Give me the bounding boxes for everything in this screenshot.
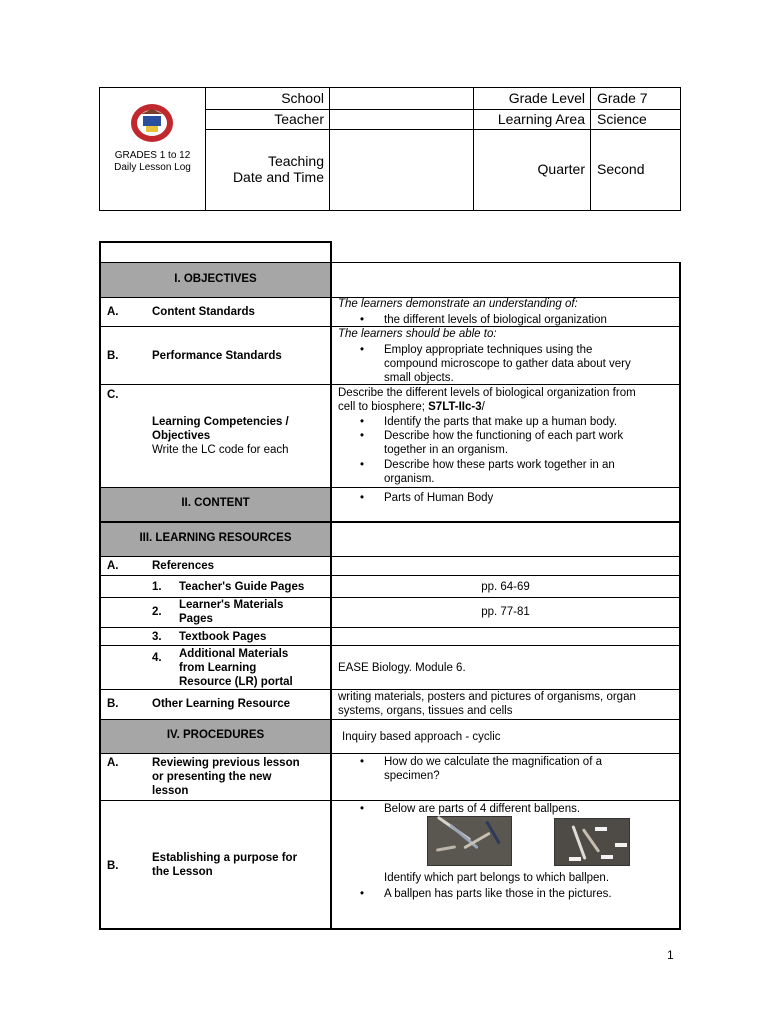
bullet-line: small objects. bbox=[384, 372, 454, 384]
label-line: Additional Materials bbox=[179, 648, 289, 660]
content-bullet: • Parts of Human Body bbox=[384, 491, 493, 505]
reviewing-bullet bbox=[384, 755, 602, 783]
form-title: Daily Lesson Log bbox=[114, 162, 191, 173]
label-line: Establishing a purpose for bbox=[152, 852, 298, 864]
school-seal-logo bbox=[129, 102, 175, 144]
learning-competencies-label bbox=[152, 415, 289, 457]
content-standards-intro: The learners demonstrate an understanding of: bbox=[338, 298, 578, 310]
school-label: School bbox=[281, 90, 324, 106]
ref-number: 2. bbox=[152, 606, 162, 618]
label-line: lesson bbox=[152, 785, 189, 797]
label-line: Reviewing previous lesson bbox=[152, 757, 300, 769]
bullet-line: organism. bbox=[384, 473, 435, 485]
text-line: writing materials, posters and pictures of organisms, organ bbox=[338, 691, 636, 703]
textbook-pages-label: Textbook Pages bbox=[179, 631, 267, 643]
table-border bbox=[99, 241, 332, 243]
text-line: Describe the different levels of biological organization from bbox=[338, 387, 636, 399]
table-border bbox=[99, 800, 681, 801]
reviewing-lesson-label bbox=[152, 756, 300, 798]
procedures-approach: Inquiry based approach - cyclic bbox=[342, 731, 501, 743]
competency-bullet: • Identify the parts that make up a human body. bbox=[384, 415, 617, 429]
table-border bbox=[99, 262, 681, 263]
references-label: References bbox=[152, 560, 215, 572]
establishing-purpose-label bbox=[152, 851, 297, 879]
ref-number: 1. bbox=[152, 581, 162, 593]
bullet-line: • How do we calculate the magnification of a bbox=[384, 756, 602, 768]
divider bbox=[329, 88, 330, 210]
form-title: GRADES 1 to 12 bbox=[114, 150, 191, 161]
learning-area-value: Science bbox=[597, 111, 647, 127]
content-standards-label: Content Standards bbox=[152, 306, 255, 318]
teaching-date-label: Teaching bbox=[267, 153, 324, 169]
lesson-log-header bbox=[99, 87, 681, 211]
competencies-text bbox=[338, 386, 636, 414]
page-number: 1 bbox=[667, 948, 674, 962]
table-border bbox=[99, 521, 681, 523]
text-span: cell to biosphere; bbox=[338, 401, 429, 413]
table-border bbox=[679, 262, 681, 930]
table-border bbox=[99, 556, 681, 557]
row-letter: B. bbox=[107, 350, 119, 362]
performance-standards-intro: The learners should be able to: bbox=[338, 328, 497, 340]
objectives-heading: I. OBJECTIVES bbox=[174, 273, 257, 285]
performance-standards-label: Performance Standards bbox=[152, 350, 282, 362]
grade-level-label: Grade Level bbox=[508, 90, 585, 106]
purpose-bullet: • Below are parts of 4 different ballpens. bbox=[384, 802, 580, 816]
bullet-line: • Describe how the functioning of each part work bbox=[384, 430, 624, 442]
text-span: / bbox=[481, 401, 485, 413]
label-line: Objectives bbox=[152, 430, 211, 442]
learners-materials-pages: pp. 77-81 bbox=[481, 606, 530, 618]
ref-number: 3. bbox=[152, 631, 162, 643]
teacher-label: Teacher bbox=[274, 111, 324, 127]
table-border bbox=[99, 575, 681, 576]
bullet-line: together in an organism. bbox=[384, 444, 509, 456]
lc-code: S7LT-IIc-3 bbox=[428, 401, 482, 413]
other-resource-value bbox=[338, 690, 636, 718]
bullet-line: specimen? bbox=[384, 770, 440, 782]
table-border bbox=[99, 487, 681, 488]
content-heading: II. CONTENT bbox=[181, 497, 250, 509]
label-line: Resource (LR) portal bbox=[179, 676, 293, 688]
learning-area-label: Learning Area bbox=[497, 111, 585, 127]
teaching-date-label: Date and Time bbox=[232, 169, 324, 185]
teachers-guide-pages: pp. 64-69 bbox=[481, 581, 530, 593]
teachers-guide-label: Teacher's Guide Pages bbox=[179, 581, 305, 593]
text-line bbox=[338, 400, 636, 414]
other-resource-label: Other Learning Resource bbox=[152, 698, 291, 710]
row-letter: A. bbox=[107, 306, 119, 318]
quarter-value: Second bbox=[597, 161, 645, 177]
row-letter: B. bbox=[107, 698, 119, 710]
table-border bbox=[99, 928, 681, 930]
bullet-line: compound microscope to gather data about very bbox=[384, 358, 631, 370]
ballpen-parts-photo bbox=[427, 816, 512, 866]
row-letter: B. bbox=[107, 860, 119, 872]
row-letter: C. bbox=[107, 389, 119, 401]
label-line: Learner's Materials bbox=[179, 599, 284, 611]
additional-materials-value: EASE Biology. Module 6. bbox=[338, 662, 466, 674]
divider bbox=[590, 88, 591, 210]
competency-bullet bbox=[384, 458, 615, 486]
label-line: the Lesson bbox=[152, 866, 213, 878]
label-line: Pages bbox=[179, 613, 213, 625]
divider bbox=[205, 109, 680, 110]
bullet-line: • Employ appropriate techniques using the bbox=[384, 344, 593, 356]
divider bbox=[473, 88, 474, 210]
table-border bbox=[99, 719, 681, 720]
competency-bullet bbox=[384, 429, 623, 457]
table-border bbox=[99, 241, 101, 930]
additional-materials-label bbox=[179, 647, 293, 689]
ref-number: 4. bbox=[152, 652, 162, 664]
procedures-heading: IV. PROCEDURES bbox=[166, 729, 265, 741]
grade-level-value: Grade 7 bbox=[597, 90, 648, 106]
table-border bbox=[99, 753, 681, 754]
label-line: Write the LC code for each bbox=[152, 444, 289, 456]
text-line: systems, organs, tissues and cells bbox=[338, 705, 513, 717]
performance-standards-bullet bbox=[384, 343, 631, 385]
label-line: or presenting the new bbox=[152, 771, 272, 783]
resources-heading: III. LEARNING RESOURCES bbox=[139, 532, 292, 544]
content-standards-bullet: • the different levels of biological organization bbox=[384, 313, 607, 327]
table-border bbox=[99, 645, 681, 646]
purpose-bullet: • A ballpen has parts like those in the pictures. bbox=[384, 887, 612, 901]
learners-materials-label bbox=[179, 598, 283, 626]
bullet-line: • Describe how these parts work together in an bbox=[384, 459, 615, 471]
row-letter: A. bbox=[107, 560, 119, 572]
label-line: from Learning bbox=[179, 662, 257, 674]
quarter-label: Quarter bbox=[537, 161, 585, 177]
divider bbox=[205, 88, 206, 210]
divider bbox=[205, 129, 680, 130]
identify-instruction: Identify which part belongs to which ballpen. bbox=[384, 872, 610, 884]
ballpen-labeled-photo bbox=[554, 818, 630, 866]
table-border bbox=[99, 627, 681, 628]
row-letter: A. bbox=[107, 757, 119, 769]
label-line: Learning Competencies / bbox=[152, 416, 289, 428]
